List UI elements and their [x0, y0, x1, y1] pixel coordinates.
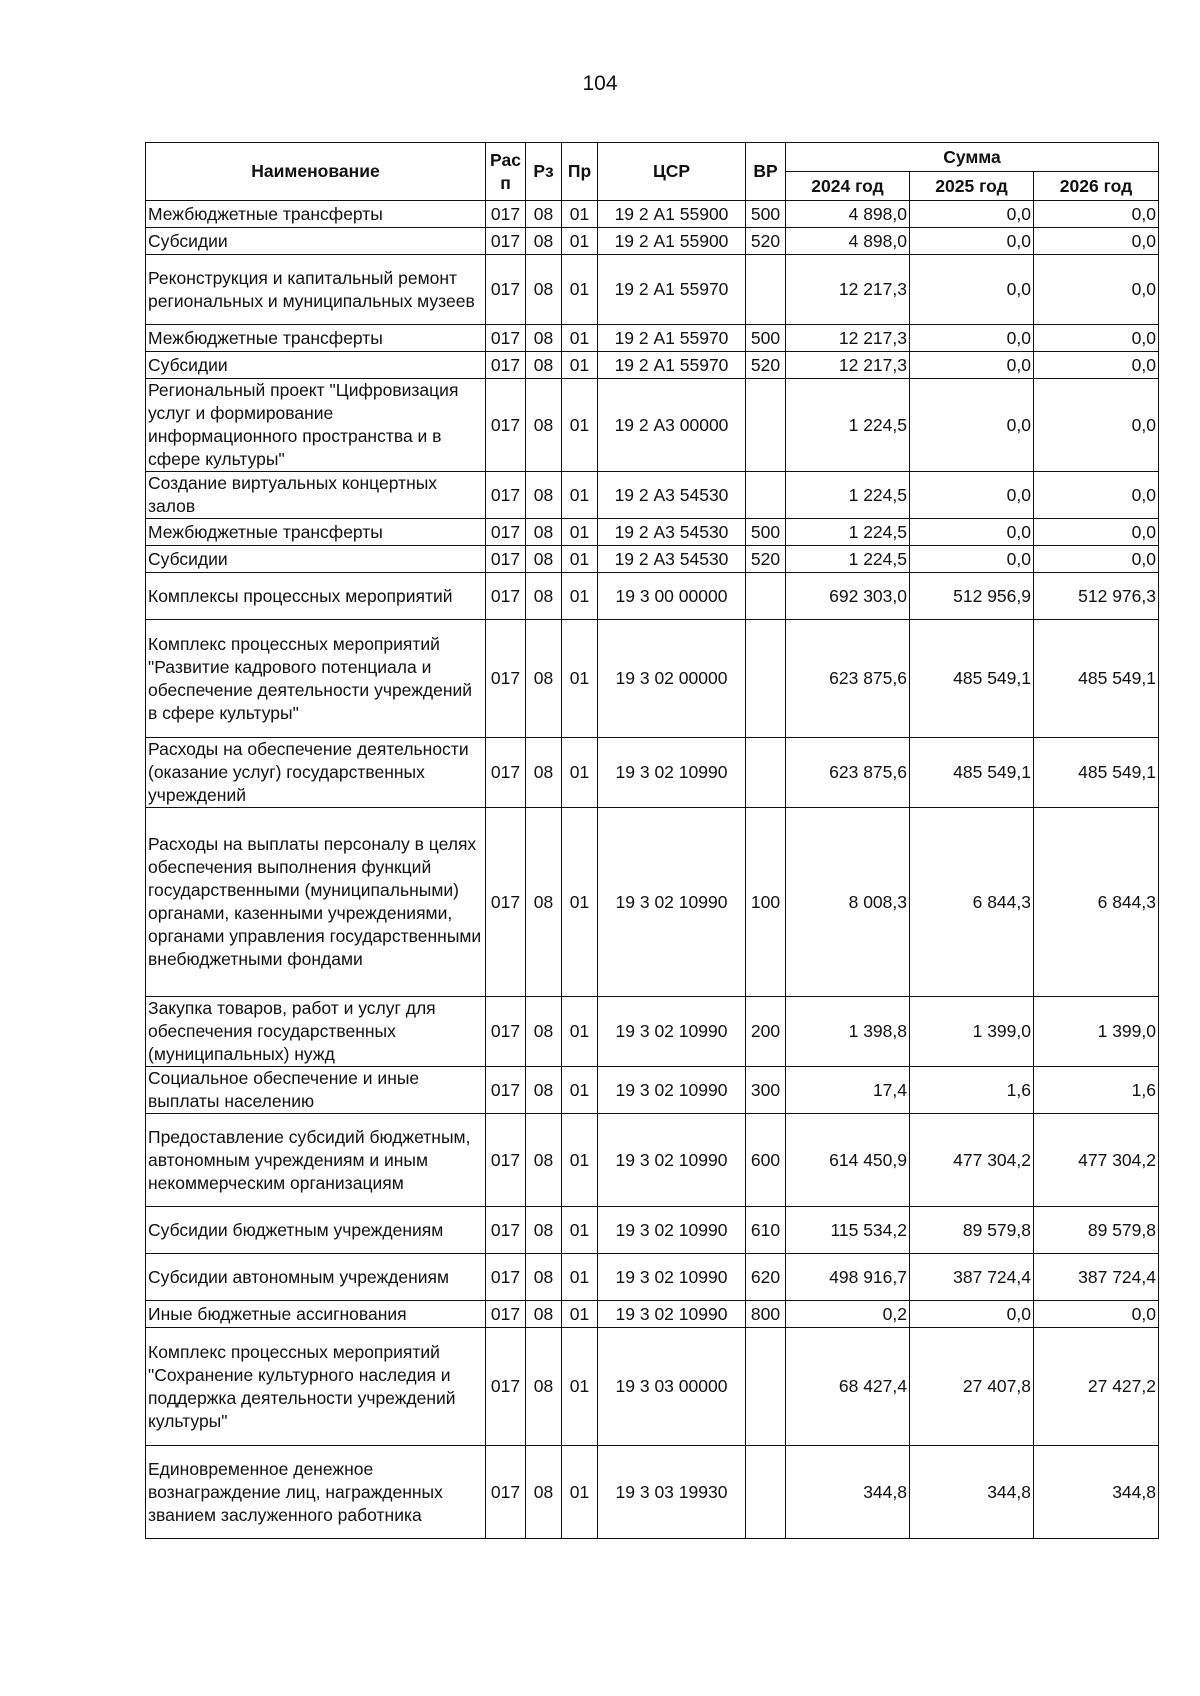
cell-sum-2024: 4 898,0 — [786, 228, 910, 255]
cell-vr — [746, 472, 786, 519]
cell-sum-2025: 1,6 — [910, 1067, 1034, 1114]
header-year-2025: 2025 год — [910, 172, 1034, 201]
cell-vr: 610 — [746, 1207, 786, 1254]
cell-sum-2026: 6 844,3 — [1034, 808, 1159, 997]
header-rz: Рз — [526, 143, 562, 201]
cell-vr — [746, 738, 786, 808]
cell-name: Реконструкция и капитальный ремонт региональных и муниципальных музеев — [146, 255, 486, 325]
cell-sum-2025: 6 844,3 — [910, 808, 1034, 997]
cell-sum-2025: 0,0 — [910, 325, 1034, 352]
table-row — [146, 546, 1159, 573]
cell-name: Создание виртуальных концертных залов — [146, 472, 486, 519]
table-header-row — [146, 143, 1159, 172]
table-row — [146, 379, 1159, 472]
cell-sum-2024: 623 875,6 — [786, 620, 910, 738]
cell-rasp: 017 — [486, 573, 526, 620]
table-body — [146, 201, 1159, 1539]
cell-pr: 01 — [562, 808, 598, 997]
cell-pr: 01 — [562, 1114, 598, 1207]
header-name: Наименование — [146, 143, 486, 201]
cell-sum-2025: 0,0 — [910, 255, 1034, 325]
cell-name: Межбюджетные трансферты — [146, 325, 486, 352]
table-row — [146, 519, 1159, 546]
page-number: 104 — [582, 72, 618, 95]
cell-csr: 19 3 02 00000 — [598, 620, 746, 738]
cell-name: Субсидии — [146, 352, 486, 379]
cell-name: Предоставление субсидий бюджетным, автономным учреждениям и иным некоммерческим организациям — [146, 1114, 486, 1207]
cell-sum-2026: 89 579,8 — [1034, 1207, 1159, 1254]
cell-sum-2026: 512 976,3 — [1034, 573, 1159, 620]
cell-name: Расходы на обеспечение деятельности (оказание услуг) государственных учреждений — [146, 738, 486, 808]
cell-sum-2024: 4 898,0 — [786, 201, 910, 228]
cell-rasp: 017 — [486, 1114, 526, 1207]
cell-sum-2024: 1 224,5 — [786, 379, 910, 472]
header-vr: ВР — [746, 143, 786, 201]
table-row — [146, 1446, 1159, 1539]
header-sum: Сумма — [786, 143, 1159, 172]
cell-vr — [746, 1446, 786, 1539]
cell-pr: 01 — [562, 573, 598, 620]
cell-sum-2024: 692 303,0 — [786, 573, 910, 620]
cell-rasp: 017 — [486, 1207, 526, 1254]
cell-sum-2024: 614 450,9 — [786, 1114, 910, 1207]
cell-rz: 08 — [526, 1446, 562, 1539]
cell-csr: 19 2 А3 00000 — [598, 379, 746, 472]
cell-name: Иные бюджетные ассигнования — [146, 1301, 486, 1328]
cell-csr: 19 2 А3 54530 — [598, 519, 746, 546]
cell-rz: 08 — [526, 1114, 562, 1207]
cell-vr: 520 — [746, 352, 786, 379]
cell-rz: 08 — [526, 201, 562, 228]
cell-sum-2024: 12 217,3 — [786, 325, 910, 352]
cell-rz: 08 — [526, 228, 562, 255]
table-row — [146, 352, 1159, 379]
cell-csr: 19 2 А1 55900 — [598, 201, 746, 228]
cell-rz: 08 — [526, 352, 562, 379]
cell-name: Социальное обеспечение и иные выплаты населению — [146, 1067, 486, 1114]
cell-name: Расходы на выплаты персоналу в целях обеспечения выполнения функций государственными (муниципальными) органами, казенными учреждениями, органами управления государственными внебюджетными фондами — [146, 808, 486, 997]
cell-vr — [746, 620, 786, 738]
cell-name: Субсидии — [146, 546, 486, 573]
table-row — [146, 997, 1159, 1067]
cell-csr: 19 3 02 10990 — [598, 808, 746, 997]
header-year-2024: 2024 год — [786, 172, 910, 201]
cell-rz: 08 — [526, 519, 562, 546]
cell-sum-2025: 485 549,1 — [910, 738, 1034, 808]
cell-pr: 01 — [562, 997, 598, 1067]
cell-vr: 800 — [746, 1301, 786, 1328]
cell-name: Субсидии — [146, 228, 486, 255]
cell-pr: 01 — [562, 201, 598, 228]
cell-sum-2026: 1 399,0 — [1034, 997, 1159, 1067]
cell-rasp: 017 — [486, 620, 526, 738]
cell-rasp: 017 — [486, 201, 526, 228]
cell-sum-2026: 344,8 — [1034, 1446, 1159, 1539]
cell-name: Комплексы процессных мероприятий — [146, 573, 486, 620]
cell-sum-2025: 0,0 — [910, 379, 1034, 472]
cell-sum-2026: 485 549,1 — [1034, 620, 1159, 738]
cell-sum-2026: 1,6 — [1034, 1067, 1159, 1114]
cell-vr: 500 — [746, 519, 786, 546]
cell-csr: 19 3 02 10990 — [598, 1114, 746, 1207]
cell-rasp: 017 — [486, 1067, 526, 1114]
table-row — [146, 808, 1159, 997]
cell-sum-2025: 485 549,1 — [910, 620, 1034, 738]
cell-sum-2025: 477 304,2 — [910, 1114, 1034, 1207]
cell-pr: 01 — [562, 1328, 598, 1446]
cell-csr: 19 2 А3 54530 — [598, 472, 746, 519]
cell-vr: 500 — [746, 201, 786, 228]
table-row — [146, 738, 1159, 808]
cell-vr: 520 — [746, 546, 786, 573]
cell-sum-2025: 512 956,9 — [910, 573, 1034, 620]
cell-sum-2026: 27 427,2 — [1034, 1328, 1159, 1446]
cell-pr: 01 — [562, 546, 598, 573]
cell-rz: 08 — [526, 573, 562, 620]
table-row — [146, 1301, 1159, 1328]
cell-rasp: 017 — [486, 1254, 526, 1301]
cell-sum-2024: 115 534,2 — [786, 1207, 910, 1254]
cell-rz: 08 — [526, 738, 562, 808]
cell-rz: 08 — [526, 325, 562, 352]
cell-rasp: 017 — [486, 997, 526, 1067]
cell-sum-2026: 0,0 — [1034, 472, 1159, 519]
cell-pr: 01 — [562, 738, 598, 808]
header-year-2026: 2026 год — [1034, 172, 1159, 201]
cell-vr — [746, 573, 786, 620]
cell-rasp: 017 — [486, 1301, 526, 1328]
cell-name: Субсидии бюджетным учреждениям — [146, 1207, 486, 1254]
table-row — [146, 1254, 1159, 1301]
cell-pr: 01 — [562, 255, 598, 325]
cell-pr: 01 — [562, 1067, 598, 1114]
cell-csr: 19 3 02 10990 — [598, 1254, 746, 1301]
table-row — [146, 255, 1159, 325]
cell-sum-2025: 387 724,4 — [910, 1254, 1034, 1301]
cell-csr: 19 3 02 10990 — [598, 997, 746, 1067]
cell-pr: 01 — [562, 1446, 598, 1539]
cell-rz: 08 — [526, 620, 562, 738]
cell-sum-2026: 0,0 — [1034, 379, 1159, 472]
header-csr: ЦСР — [598, 143, 746, 201]
cell-rasp: 017 — [486, 519, 526, 546]
cell-rz: 08 — [526, 255, 562, 325]
table-row — [146, 1067, 1159, 1114]
cell-csr: 19 3 02 10990 — [598, 1301, 746, 1328]
cell-rasp: 017 — [486, 379, 526, 472]
cell-rasp: 017 — [486, 228, 526, 255]
cell-sum-2026: 0,0 — [1034, 352, 1159, 379]
cell-pr: 01 — [562, 228, 598, 255]
budget-table — [145, 142, 1159, 1539]
table-row — [146, 325, 1159, 352]
cell-pr: 01 — [562, 472, 598, 519]
cell-name: Региональный проект "Цифровизация услуг и формирование информационного пространства и в сфере культуры" — [146, 379, 486, 472]
cell-sum-2024: 1 224,5 — [786, 519, 910, 546]
cell-name: Единовременное денежное вознаграждение лиц, награжденных званием заслуженного работника — [146, 1446, 486, 1539]
cell-sum-2024: 0,2 — [786, 1301, 910, 1328]
cell-sum-2026: 0,0 — [1034, 201, 1159, 228]
cell-name: Комплекс процессных мероприятий "Развитие кадрового потенциала и обеспечение деятельности учреждений в сфере культуры" — [146, 620, 486, 738]
cell-rz: 08 — [526, 1207, 562, 1254]
cell-rasp: 017 — [486, 1446, 526, 1539]
cell-vr: 300 — [746, 1067, 786, 1114]
cell-sum-2024: 12 217,3 — [786, 255, 910, 325]
table-row — [146, 573, 1159, 620]
cell-sum-2026: 0,0 — [1034, 519, 1159, 546]
cell-rasp: 017 — [486, 255, 526, 325]
cell-rasp: 017 — [486, 1328, 526, 1446]
cell-csr: 19 3 02 10990 — [598, 1207, 746, 1254]
cell-pr: 01 — [562, 1301, 598, 1328]
cell-rz: 08 — [526, 1328, 562, 1446]
cell-vr: 200 — [746, 997, 786, 1067]
cell-sum-2025: 0,0 — [910, 519, 1034, 546]
cell-rasp: 017 — [486, 546, 526, 573]
table-row — [146, 1328, 1159, 1446]
cell-csr: 19 3 03 19930 — [598, 1446, 746, 1539]
table-row — [146, 228, 1159, 255]
header-rasp: Рас п — [486, 143, 526, 201]
cell-sum-2025: 344,8 — [910, 1446, 1034, 1539]
cell-csr: 19 3 03 00000 — [598, 1328, 746, 1446]
cell-rasp: 017 — [486, 808, 526, 997]
cell-sum-2026: 0,0 — [1034, 1301, 1159, 1328]
cell-sum-2026: 485 549,1 — [1034, 738, 1159, 808]
cell-csr: 19 3 00 00000 — [598, 573, 746, 620]
cell-name: Межбюджетные трансферты — [146, 201, 486, 228]
cell-rz: 08 — [526, 1067, 562, 1114]
cell-csr: 19 3 02 10990 — [598, 1067, 746, 1114]
cell-pr: 01 — [562, 325, 598, 352]
cell-sum-2026: 0,0 — [1034, 325, 1159, 352]
cell-pr: 01 — [562, 379, 598, 472]
cell-rasp: 017 — [486, 738, 526, 808]
cell-pr: 01 — [562, 620, 598, 738]
cell-pr: 01 — [562, 352, 598, 379]
cell-rz: 08 — [526, 1301, 562, 1328]
cell-sum-2024: 1 224,5 — [786, 546, 910, 573]
cell-vr: 520 — [746, 228, 786, 255]
cell-sum-2026: 0,0 — [1034, 255, 1159, 325]
table-row — [146, 201, 1159, 228]
cell-rz: 08 — [526, 808, 562, 997]
cell-rasp: 017 — [486, 352, 526, 379]
table-row — [146, 1114, 1159, 1207]
cell-sum-2026: 0,0 — [1034, 228, 1159, 255]
cell-sum-2024: 498 916,7 — [786, 1254, 910, 1301]
cell-vr: 600 — [746, 1114, 786, 1207]
cell-csr: 19 2 А1 55970 — [598, 255, 746, 325]
table-row — [146, 620, 1159, 738]
cell-sum-2025: 0,0 — [910, 546, 1034, 573]
cell-pr: 01 — [562, 1254, 598, 1301]
cell-name: Закупка товаров, работ и услуг для обеспечения государственных (муниципальных) нужд — [146, 997, 486, 1067]
cell-sum-2025: 0,0 — [910, 201, 1034, 228]
cell-sum-2024: 623 875,6 — [786, 738, 910, 808]
cell-sum-2025: 89 579,8 — [910, 1207, 1034, 1254]
cell-rz: 08 — [526, 546, 562, 573]
header-pr: Пр — [562, 143, 598, 201]
cell-vr: 620 — [746, 1254, 786, 1301]
cell-vr: 500 — [746, 325, 786, 352]
cell-csr: 19 2 А1 55900 — [598, 228, 746, 255]
cell-sum-2025: 0,0 — [910, 228, 1034, 255]
cell-sum-2024: 17,4 — [786, 1067, 910, 1114]
cell-rz: 08 — [526, 472, 562, 519]
cell-pr: 01 — [562, 519, 598, 546]
cell-sum-2026: 0,0 — [1034, 546, 1159, 573]
cell-sum-2024: 68 427,4 — [786, 1328, 910, 1446]
cell-sum-2024: 8 008,3 — [786, 808, 910, 997]
cell-vr — [746, 255, 786, 325]
cell-sum-2024: 1 398,8 — [786, 997, 910, 1067]
table-row — [146, 472, 1159, 519]
cell-sum-2024: 1 224,5 — [786, 472, 910, 519]
cell-csr: 19 2 А3 54530 — [598, 546, 746, 573]
cell-sum-2025: 0,0 — [910, 352, 1034, 379]
cell-sum-2026: 387 724,4 — [1034, 1254, 1159, 1301]
cell-vr — [746, 379, 786, 472]
cell-sum-2025: 27 407,8 — [910, 1328, 1034, 1446]
cell-name: Комплекс процессных мероприятий "Сохранение культурного наследия и поддержка деятельности учреждений культуры" — [146, 1328, 486, 1446]
cell-vr — [746, 1328, 786, 1446]
cell-sum-2024: 12 217,3 — [786, 352, 910, 379]
cell-vr: 100 — [746, 808, 786, 997]
cell-pr: 01 — [562, 1207, 598, 1254]
cell-rz: 08 — [526, 1254, 562, 1301]
cell-sum-2025: 0,0 — [910, 1301, 1034, 1328]
cell-name: Субсидии автономным учреждениям — [146, 1254, 486, 1301]
cell-rasp: 017 — [486, 472, 526, 519]
cell-sum-2024: 344,8 — [786, 1446, 910, 1539]
cell-rz: 08 — [526, 997, 562, 1067]
cell-csr: 19 2 А1 55970 — [598, 352, 746, 379]
cell-csr: 19 3 02 10990 — [598, 738, 746, 808]
cell-rz: 08 — [526, 379, 562, 472]
cell-csr: 19 2 А1 55970 — [598, 325, 746, 352]
cell-name: Межбюджетные трансферты — [146, 519, 486, 546]
cell-sum-2026: 477 304,2 — [1034, 1114, 1159, 1207]
table-row — [146, 1207, 1159, 1254]
cell-sum-2025: 1 399,0 — [910, 997, 1034, 1067]
cell-sum-2025: 0,0 — [910, 472, 1034, 519]
cell-rasp: 017 — [486, 325, 526, 352]
